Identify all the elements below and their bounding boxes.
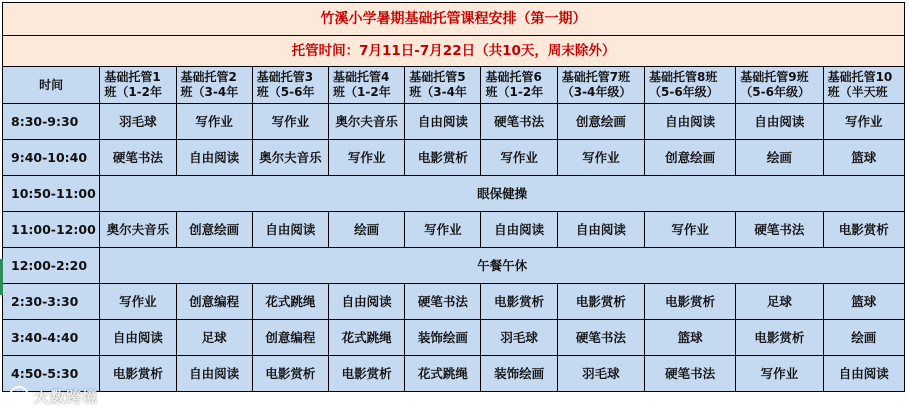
- activity-cell[interactable]: 羽毛球: [100, 104, 176, 140]
- time-cell[interactable]: 4:50-5:30: [3, 356, 100, 392]
- activity-cell[interactable]: 写作业: [736, 356, 823, 392]
- activity-cell[interactable]: 硬笔书法: [481, 104, 557, 140]
- activity-cell[interactable]: 写作业: [329, 140, 405, 176]
- activity-cell[interactable]: 绘画: [736, 140, 823, 176]
- activity-cell[interactable]: 写作业: [481, 140, 557, 176]
- class-header-cell[interactable]: [481, 67, 557, 104]
- activity-cell[interactable]: 写作业: [557, 140, 644, 176]
- activity-cell[interactable]: 自由阅读: [329, 284, 405, 320]
- time-cell[interactable]: 10:50-11:00: [3, 176, 100, 212]
- activity-cell[interactable]: 篮球: [645, 320, 736, 356]
- class-header-line: 基础托管5: [409, 70, 466, 84]
- activity-cell[interactable]: 写作业: [100, 284, 176, 320]
- activity-cell[interactable]: 电影赏析: [645, 284, 736, 320]
- schedule-row: [3, 176, 905, 212]
- class-header-cell[interactable]: [100, 67, 176, 104]
- class-header-cell[interactable]: [823, 67, 904, 104]
- schedule-row: [3, 212, 905, 248]
- activity-cell[interactable]: 自由阅读: [176, 356, 252, 392]
- activity-cell[interactable]: 自由阅读: [645, 104, 736, 140]
- activity-cell[interactable]: 写作业: [252, 104, 328, 140]
- schedule-title[interactable]: 竹溪小学暑期基础托管课程安排（第一期）: [3, 3, 905, 36]
- activity-cell[interactable]: 羽毛球: [557, 356, 644, 392]
- activity-cell[interactable]: 写作业: [176, 104, 252, 140]
- merged-activity-cell[interactable]: 午餐午休: [100, 248, 905, 284]
- activity-cell[interactable]: 硬笔书法: [645, 356, 736, 392]
- activity-cell[interactable]: 自由阅读: [176, 140, 252, 176]
- class-header-line: 基础托管1: [104, 70, 161, 84]
- activity-cell[interactable]: 自由阅读: [100, 320, 176, 356]
- activity-cell[interactable]: 装饰绘画: [481, 356, 557, 392]
- activity-cell[interactable]: 花式跳绳: [329, 320, 405, 356]
- class-header-cell[interactable]: [736, 67, 823, 104]
- schedule-row: [3, 320, 905, 356]
- merged-activity-cell[interactable]: 眼保健操: [100, 176, 905, 212]
- class-header-line: 班（5-6年: [256, 85, 315, 99]
- time-cell[interactable]: 3:40-4:40: [3, 320, 100, 356]
- activity-cell[interactable]: 电影赏析: [405, 140, 481, 176]
- schedule-row: [3, 248, 905, 284]
- schedule-body: [3, 3, 905, 392]
- class-header-line: 班（半天班: [827, 85, 888, 99]
- schedule-table: [2, 2, 905, 392]
- class-header-cell[interactable]: [557, 67, 644, 104]
- title-row: [3, 3, 905, 36]
- watermark-text: 大数跨境: [34, 387, 99, 406]
- class-header-cell[interactable]: [176, 67, 252, 104]
- activity-cell[interactable]: 足球: [176, 320, 252, 356]
- activity-cell[interactable]: 电影赏析: [557, 284, 644, 320]
- class-header-line: 基础托管6: [485, 70, 542, 84]
- activity-cell[interactable]: 奥尔夫音乐: [100, 212, 176, 248]
- activity-cell[interactable]: 创意绘画: [645, 140, 736, 176]
- class-header-line: 班（1-2年: [104, 85, 162, 99]
- schedule-row: [3, 104, 905, 140]
- activity-cell[interactable]: 硬笔书法: [100, 140, 176, 176]
- activity-cell[interactable]: 花式跳绳: [405, 356, 481, 392]
- class-header-line: 基础托管10: [827, 70, 893, 84]
- activity-cell[interactable]: 电影赏析: [481, 284, 557, 320]
- schedule-subtitle[interactable]: 托管时间：7月11日-7月22日（共10天，周末除外）: [3, 36, 905, 67]
- activity-cell[interactable]: 电影赏析: [736, 320, 823, 356]
- activity-cell[interactable]: 写作业: [645, 212, 736, 248]
- class-header-line: 基础托管2: [180, 70, 237, 84]
- activity-cell[interactable]: 自由阅读: [557, 212, 644, 248]
- activity-cell[interactable]: 创意编程: [252, 320, 328, 356]
- activity-cell[interactable]: 电影赏析: [823, 212, 904, 248]
- watermark: [8, 382, 98, 410]
- activity-cell[interactable]: 电影赏析: [100, 356, 176, 392]
- activity-cell[interactable]: 硬笔书法: [736, 212, 823, 248]
- activity-cell[interactable]: 创意绘画: [176, 212, 252, 248]
- class-header-line: 班（1-2年: [485, 85, 544, 99]
- activity-cell[interactable]: 写作业: [405, 212, 481, 248]
- schedule-row: [3, 284, 905, 320]
- activity-cell[interactable]: 奥尔夫音乐: [252, 140, 328, 176]
- activity-cell[interactable]: 足球: [736, 284, 823, 320]
- class-header-cell[interactable]: [329, 67, 405, 104]
- time-cell[interactable]: 12:00-2:20: [3, 248, 100, 284]
- activity-cell[interactable]: 硬笔书法: [405, 284, 481, 320]
- activity-cell[interactable]: 自由阅读: [823, 356, 904, 392]
- activity-cell[interactable]: 自由阅读: [736, 104, 823, 140]
- activity-cell[interactable]: 绘画: [329, 212, 405, 248]
- class-header-line: 基础托管8班: [649, 70, 718, 84]
- activity-cell[interactable]: 创意绘画: [557, 104, 644, 140]
- class-header-line: 班（3-4年: [409, 85, 467, 99]
- header-row: [3, 67, 905, 104]
- activity-cell[interactable]: 绘画: [823, 320, 904, 356]
- time-cell[interactable]: 9:40-10:40: [3, 140, 100, 176]
- time-cell[interactable]: 11:00-12:00: [3, 212, 100, 248]
- class-header-cell[interactable]: [645, 67, 736, 104]
- schedule-row: [3, 140, 905, 176]
- time-header-cell[interactable]: 时间: [3, 67, 100, 104]
- row-selection-marker: [0, 259, 3, 295]
- class-header-line: （3-4年级）: [561, 85, 632, 99]
- activity-cell[interactable]: 奥尔夫音乐: [329, 104, 405, 140]
- logo-mark-icon: [8, 385, 30, 407]
- class-header-line: 基础托管7班: [561, 70, 631, 84]
- activity-cell[interactable]: 创意编程: [176, 284, 252, 320]
- time-cell[interactable]: 8:30-9:30: [3, 104, 100, 140]
- activity-cell[interactable]: 自由阅读: [481, 212, 557, 248]
- class-header-line: （5-6年级）: [740, 85, 810, 99]
- activity-cell[interactable]: 硬笔书法: [557, 320, 644, 356]
- activity-cell[interactable]: 电影赏析: [329, 356, 405, 392]
- activity-cell[interactable]: 篮球: [823, 140, 904, 176]
- class-header-line: （5-6年级）: [649, 85, 719, 99]
- time-cell[interactable]: 2:30-3:30: [3, 284, 100, 320]
- class-header-cell[interactable]: [405, 67, 481, 104]
- activity-cell[interactable]: 自由阅读: [405, 104, 481, 140]
- class-header-line: 班（3-4年: [180, 85, 239, 99]
- class-header-line: 基础托管9班: [740, 70, 809, 84]
- activity-cell[interactable]: 自由阅读: [252, 212, 328, 248]
- activity-cell[interactable]: 篮球: [823, 284, 904, 320]
- activity-cell[interactable]: 写作业: [823, 104, 904, 140]
- class-header-line: 基础托管3: [256, 70, 314, 84]
- activity-cell[interactable]: 花式跳绳: [252, 284, 328, 320]
- class-header-line: 班（1-2年: [333, 85, 391, 99]
- subtitle-row: [3, 36, 905, 67]
- activity-cell[interactable]: 电影赏析: [252, 356, 328, 392]
- schedule-row: [3, 356, 905, 392]
- class-header-cell[interactable]: [252, 67, 328, 104]
- activity-cell[interactable]: 羽毛球: [481, 320, 557, 356]
- class-header-line: 基础托管4: [333, 70, 390, 84]
- activity-cell[interactable]: 装饰绘画: [405, 320, 481, 356]
